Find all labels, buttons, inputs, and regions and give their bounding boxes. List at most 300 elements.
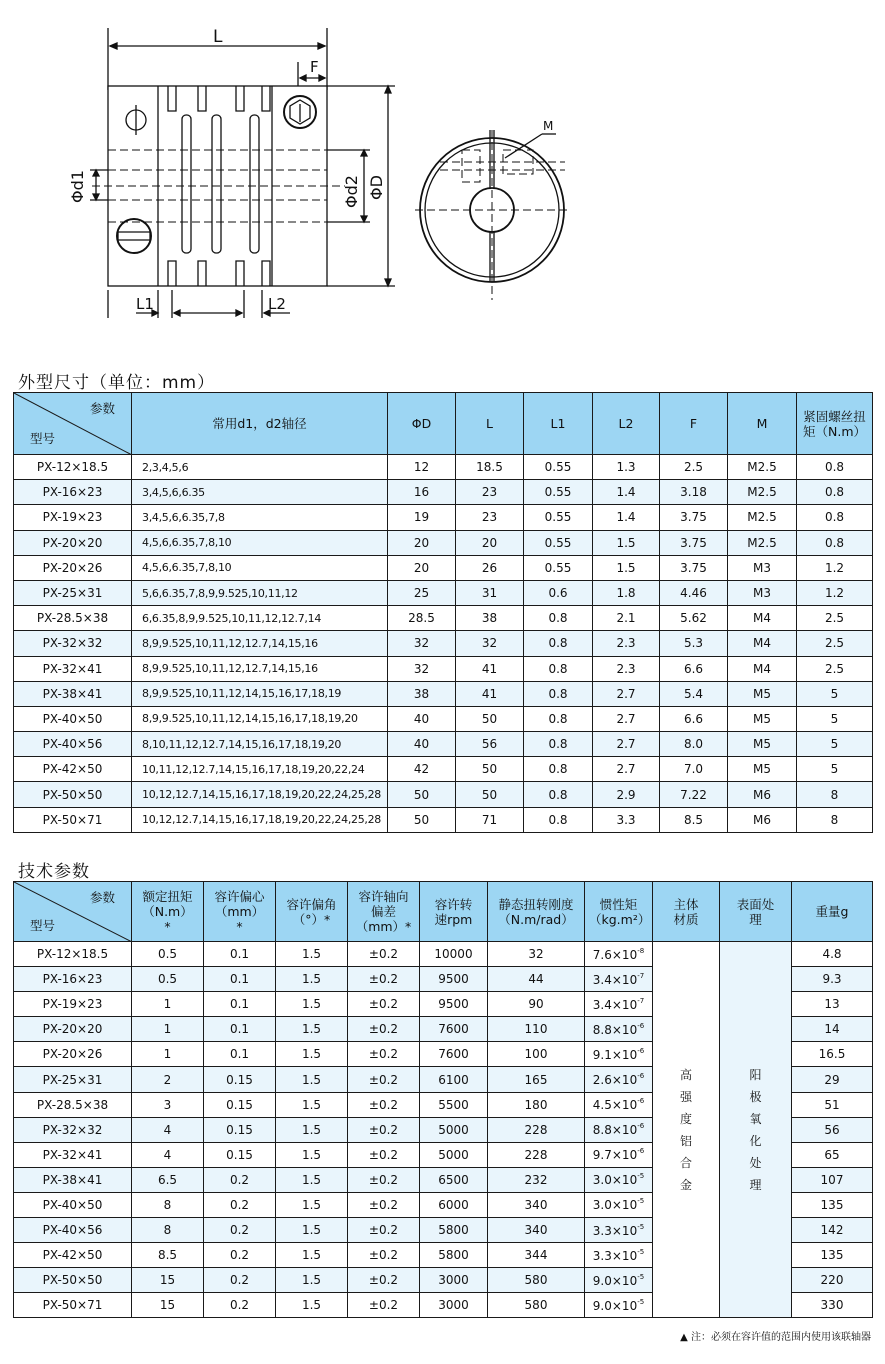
tech-cell: 32 bbox=[488, 942, 585, 967]
dims-cell: 2,3,4,5,6 bbox=[132, 455, 388, 480]
tech-cell: ±0.2 bbox=[348, 942, 420, 967]
tech-cell: 0.1 bbox=[204, 942, 276, 967]
dims-cell: 3.75 bbox=[660, 505, 728, 530]
inertia-exponent: -6 bbox=[637, 1147, 645, 1156]
tech-corner-model: 型号 bbox=[30, 918, 56, 933]
tech-cell-inertia bbox=[585, 1293, 653, 1318]
material-char: 合 bbox=[679, 1155, 692, 1170]
dims-cell: 40 bbox=[388, 706, 456, 731]
tech-cell-inertia bbox=[585, 1067, 653, 1092]
dims-cell: 1.5 bbox=[593, 555, 660, 580]
dims-cell: 20 bbox=[456, 530, 524, 555]
dims-cell: 6,6.35,8,9,9.525,10,11,12,12.7,14 bbox=[132, 606, 388, 631]
tech-cell: 228 bbox=[488, 1117, 585, 1142]
dims-cell: 2.3 bbox=[593, 656, 660, 681]
dims-cell: 20 bbox=[388, 530, 456, 555]
dims-cell: 7.0 bbox=[660, 757, 728, 782]
surface-char: 阳 bbox=[749, 1067, 762, 1082]
tech-cell: 90 bbox=[488, 992, 585, 1017]
dims-cell: 12 bbox=[388, 455, 456, 480]
inertia-exponent: -7 bbox=[637, 996, 645, 1005]
tech-cell-weight: 29 bbox=[792, 1067, 873, 1092]
tech-cell: ±0.2 bbox=[348, 1268, 420, 1293]
tech-cell: 44 bbox=[488, 967, 585, 992]
tech-cell-inertia bbox=[585, 1142, 653, 1167]
dims-row bbox=[14, 782, 873, 807]
dims-header-torque: 紧固螺丝扭矩（N.m） bbox=[797, 393, 873, 455]
dims-cell: 0.8 bbox=[524, 732, 593, 757]
tech-cell-model: PX-50×71 bbox=[14, 1293, 132, 1318]
dims-cell-model: PX-20×26 bbox=[14, 555, 132, 580]
tech-cell: 340 bbox=[488, 1218, 585, 1243]
dims-cell: 56 bbox=[456, 732, 524, 757]
dims-cell: 0.8 bbox=[524, 807, 593, 832]
dims-cell: 8.5 bbox=[660, 807, 728, 832]
label-M: M bbox=[543, 119, 554, 133]
tech-cell: 5800 bbox=[420, 1243, 488, 1268]
dims-cell: 5.4 bbox=[660, 681, 728, 706]
tech-header-inertia: 惯性矩（kg.m²） bbox=[585, 882, 653, 942]
dims-row bbox=[14, 480, 873, 505]
tech-cell-inertia bbox=[585, 1243, 653, 1268]
surface-char: 极 bbox=[749, 1089, 762, 1104]
dims-cell: M2.5 bbox=[728, 480, 797, 505]
dims-cell: 3,4,5,6,6.35,7,8 bbox=[132, 505, 388, 530]
dims-cell: 32 bbox=[388, 631, 456, 656]
tech-cell: 0.2 bbox=[204, 1293, 276, 1318]
dims-cell-model: PX-40×56 bbox=[14, 732, 132, 757]
inertia-exponent: -5 bbox=[637, 1197, 645, 1206]
tech-cell-model: PX-42×50 bbox=[14, 1243, 132, 1268]
tech-cell: 580 bbox=[488, 1293, 585, 1318]
tech-cell-weight: 330 bbox=[792, 1293, 873, 1318]
tech-cell: 1.5 bbox=[276, 1293, 348, 1318]
tech-cell: 1 bbox=[132, 992, 204, 1017]
tech-corner-param: 参数 bbox=[89, 890, 115, 905]
inertia-exponent: -6 bbox=[637, 1072, 645, 1081]
tech-cell-inertia bbox=[585, 967, 653, 992]
tech-cell: 0.15 bbox=[204, 1142, 276, 1167]
tech-cell-model: PX-38×41 bbox=[14, 1167, 132, 1192]
dims-cell: 0.8 bbox=[797, 480, 873, 505]
tech-cell: ±0.2 bbox=[348, 1142, 420, 1167]
inertia-exponent: -6 bbox=[637, 1046, 645, 1055]
tech-cell: 0.1 bbox=[204, 1017, 276, 1042]
label-L: L bbox=[213, 27, 223, 47]
material-char: 度 bbox=[679, 1111, 692, 1126]
dims-cell: 0.6 bbox=[524, 580, 593, 605]
inertia-base: 4.5×10 bbox=[592, 1098, 638, 1113]
tech-cell-model: PX-50×50 bbox=[14, 1268, 132, 1293]
surface-char: 理 bbox=[749, 1177, 762, 1192]
dims-header-L1: L1 bbox=[524, 393, 593, 455]
dims-cell: M5 bbox=[728, 706, 797, 731]
dims-cell: 3.75 bbox=[660, 555, 728, 580]
dims-row bbox=[14, 807, 873, 832]
tech-cell: ±0.2 bbox=[348, 992, 420, 1017]
dims-cell-model: PX-25×31 bbox=[14, 580, 132, 605]
tech-header-stiffness: 静态扭转刚度（N.m/rad） bbox=[488, 882, 585, 942]
tech-cell-model: PX-32×32 bbox=[14, 1117, 132, 1142]
tech-header-material: 主体材质 bbox=[653, 882, 720, 942]
label-d2: Φd2 bbox=[342, 175, 361, 208]
tech-cell: 1 bbox=[132, 1042, 204, 1067]
inertia-base: 8.8×10 bbox=[592, 1022, 638, 1037]
tech-cell: 1 bbox=[132, 1017, 204, 1042]
tech-cell: 9500 bbox=[420, 992, 488, 1017]
tech-cell-weight: 135 bbox=[792, 1243, 873, 1268]
dims-cell: 31 bbox=[456, 580, 524, 605]
dims-header-shaft: 常用d1，d2轴径 bbox=[132, 393, 388, 455]
dims-cell: 28.5 bbox=[388, 606, 456, 631]
tech-cell: 10000 bbox=[420, 942, 488, 967]
dims-cell: 50 bbox=[456, 757, 524, 782]
dims-row bbox=[14, 706, 873, 731]
tech-cell: 1.5 bbox=[276, 992, 348, 1017]
tech-cell: ±0.2 bbox=[348, 967, 420, 992]
inertia-exponent: -5 bbox=[637, 1297, 645, 1306]
tech-cell: ±0.2 bbox=[348, 1192, 420, 1217]
tech-cell-weight: 9.3 bbox=[792, 967, 873, 992]
dims-cell: 6.6 bbox=[660, 706, 728, 731]
dims-cell: 23 bbox=[456, 480, 524, 505]
tech-cell: 6.5 bbox=[132, 1167, 204, 1192]
tech-cell: ±0.2 bbox=[348, 1167, 420, 1192]
dims-row bbox=[14, 757, 873, 782]
label-d1: Φd1 bbox=[68, 170, 87, 203]
tech-header-angle: 容许偏角（°）* bbox=[276, 882, 348, 942]
tech-cell: 4 bbox=[132, 1142, 204, 1167]
dims-cell: 38 bbox=[456, 606, 524, 631]
dims-cell: 41 bbox=[456, 656, 524, 681]
dims-cell: 2.7 bbox=[593, 706, 660, 731]
tech-cell: 0.2 bbox=[204, 1268, 276, 1293]
dims-cell: 4,5,6,6.35,7,8,10 bbox=[132, 555, 388, 580]
tech-cell: 1.5 bbox=[276, 1092, 348, 1117]
dims-cell: 2.3 bbox=[593, 631, 660, 656]
dims-cell: 3.75 bbox=[660, 530, 728, 555]
dims-cell: M4 bbox=[728, 631, 797, 656]
tech-cell-model: PX-28.5×38 bbox=[14, 1092, 132, 1117]
tech-cell: 1.5 bbox=[276, 1218, 348, 1243]
dims-corner-model: 型号 bbox=[30, 431, 56, 446]
inertia-base: 9.0×10 bbox=[592, 1298, 638, 1313]
tech-cell: 0.2 bbox=[204, 1192, 276, 1217]
tech-cell: 2 bbox=[132, 1067, 204, 1092]
tech-cell-weight: 65 bbox=[792, 1142, 873, 1167]
dims-cell: M6 bbox=[728, 807, 797, 832]
tech-cell: 1.5 bbox=[276, 1243, 348, 1268]
tech-cell: ±0.2 bbox=[348, 1042, 420, 1067]
tech-cell: 6000 bbox=[420, 1192, 488, 1217]
tech-cell: 15 bbox=[132, 1268, 204, 1293]
dims-row bbox=[14, 656, 873, 681]
tech-cell: 5000 bbox=[420, 1117, 488, 1142]
inertia-exponent: -6 bbox=[637, 1097, 645, 1106]
dims-cell: M5 bbox=[728, 732, 797, 757]
dims-cell: 2.5 bbox=[660, 455, 728, 480]
dims-cell: 6.6 bbox=[660, 656, 728, 681]
tech-cell-material bbox=[653, 942, 720, 1318]
tech-cell-weight: 220 bbox=[792, 1268, 873, 1293]
surface-char: 化 bbox=[749, 1133, 762, 1148]
label-F: F bbox=[310, 58, 319, 76]
tech-cell-inertia bbox=[585, 1192, 653, 1217]
tech-cell: 340 bbox=[488, 1192, 585, 1217]
tech-corner-header bbox=[14, 882, 132, 942]
inertia-base: 7.6×10 bbox=[592, 947, 638, 962]
tech-cell: 0.15 bbox=[204, 1092, 276, 1117]
dims-cell: 2.7 bbox=[593, 681, 660, 706]
dims-cell: 4.46 bbox=[660, 580, 728, 605]
dims-cell: 50 bbox=[456, 782, 524, 807]
dims-cell: 10,12,12.7,14,15,16,17,18,19,20,22,24,25,28 bbox=[132, 807, 388, 832]
dims-cell: 0.55 bbox=[524, 555, 593, 580]
dims-cell: 8,9,9.525,10,11,12,12.7,14,15,16 bbox=[132, 656, 388, 681]
tech-cell: 1.5 bbox=[276, 967, 348, 992]
dims-cell: 25 bbox=[388, 580, 456, 605]
inertia-base: 8.8×10 bbox=[592, 1123, 638, 1138]
dims-cell: 19 bbox=[388, 505, 456, 530]
label-L2: L2 bbox=[268, 295, 286, 313]
dims-row bbox=[14, 580, 873, 605]
inertia-base: 2.6×10 bbox=[592, 1073, 638, 1088]
dims-row bbox=[14, 606, 873, 631]
tech-cell: 1.5 bbox=[276, 1017, 348, 1042]
dims-cell: M2.5 bbox=[728, 455, 797, 480]
dims-cell: 8,10,11,12,12.7,14,15,16,17,18,19,20 bbox=[132, 732, 388, 757]
tech-cell-weight: 56 bbox=[792, 1117, 873, 1142]
dims-cell: M6 bbox=[728, 782, 797, 807]
tech-cell: 4 bbox=[132, 1117, 204, 1142]
dims-cell: 5 bbox=[797, 732, 873, 757]
dims-cell: M5 bbox=[728, 681, 797, 706]
tech-header-weight: 重量g bbox=[792, 882, 873, 942]
dims-cell: 1.5 bbox=[593, 530, 660, 555]
dims-cell: M2.5 bbox=[728, 505, 797, 530]
tech-cell-weight: 51 bbox=[792, 1092, 873, 1117]
tech-cell-weight: 16.5 bbox=[792, 1042, 873, 1067]
tech-cell: 6500 bbox=[420, 1167, 488, 1192]
dims-cell: 1.2 bbox=[797, 555, 873, 580]
dims-cell: 50 bbox=[456, 706, 524, 731]
dims-row bbox=[14, 555, 873, 580]
dims-cell: 16 bbox=[388, 480, 456, 505]
dims-header-F: F bbox=[660, 393, 728, 455]
dims-cell-model: PX-38×41 bbox=[14, 681, 132, 706]
dims-cell: 0.8 bbox=[797, 455, 873, 480]
tech-cell-weight: 13 bbox=[792, 992, 873, 1017]
tech-cell-inertia bbox=[585, 1092, 653, 1117]
tech-cell-model: PX-20×20 bbox=[14, 1017, 132, 1042]
tech-cell: 3 bbox=[132, 1092, 204, 1117]
tech-cell: ±0.2 bbox=[348, 1017, 420, 1042]
tech-cell: 6100 bbox=[420, 1067, 488, 1092]
dims-cell: 0.55 bbox=[524, 505, 593, 530]
tech-cell: 0.2 bbox=[204, 1243, 276, 1268]
dims-cell: 10,12,12.7,14,15,16,17,18,19,20,22,24,25,28 bbox=[132, 782, 388, 807]
dims-cell: 32 bbox=[456, 631, 524, 656]
tech-cell: 7600 bbox=[420, 1042, 488, 1067]
tech-cell: 3000 bbox=[420, 1268, 488, 1293]
dims-header-D: ΦD bbox=[388, 393, 456, 455]
material-char: 金 bbox=[679, 1177, 692, 1192]
dims-cell-model: PX-12×18.5 bbox=[14, 455, 132, 480]
inertia-exponent: -8 bbox=[637, 946, 645, 955]
tech-cell-weight: 107 bbox=[792, 1167, 873, 1192]
dims-cell-model: PX-16×23 bbox=[14, 480, 132, 505]
tech-cell: 110 bbox=[488, 1017, 585, 1042]
tech-cell-weight: 14 bbox=[792, 1017, 873, 1042]
dims-cell: M3 bbox=[728, 580, 797, 605]
label-D: ΦD bbox=[367, 175, 386, 200]
dims-row bbox=[14, 681, 873, 706]
dims-cell: 0.8 bbox=[524, 606, 593, 631]
dims-cell: 0.8 bbox=[524, 782, 593, 807]
dims-cell: M3 bbox=[728, 555, 797, 580]
dims-cell: 1.8 bbox=[593, 580, 660, 605]
tech-cell: 3000 bbox=[420, 1293, 488, 1318]
dims-cell: 0.55 bbox=[524, 530, 593, 555]
dims-cell: 2.7 bbox=[593, 757, 660, 782]
tech-cell: 1.5 bbox=[276, 942, 348, 967]
dims-cell: 38 bbox=[388, 681, 456, 706]
inertia-exponent: -5 bbox=[637, 1172, 645, 1181]
dims-cell: 20 bbox=[388, 555, 456, 580]
coupling-technical-drawing bbox=[0, 0, 885, 360]
inertia-exponent: -7 bbox=[637, 971, 645, 980]
dims-cell-model: PX-42×50 bbox=[14, 757, 132, 782]
dims-cell: 5 bbox=[797, 706, 873, 731]
dims-cell-model: PX-32×41 bbox=[14, 656, 132, 681]
tech-cell-model: PX-40×50 bbox=[14, 1192, 132, 1217]
dimensions-table bbox=[13, 392, 873, 833]
dims-cell: 5 bbox=[797, 681, 873, 706]
tech-title: 技术参数 bbox=[18, 862, 90, 882]
dims-cell: 1.3 bbox=[593, 455, 660, 480]
tech-cell-inertia bbox=[585, 1042, 653, 1067]
dims-cell: 1.4 bbox=[593, 505, 660, 530]
technical-table bbox=[13, 881, 873, 1318]
tech-cell-weight: 135 bbox=[792, 1192, 873, 1217]
tech-row bbox=[14, 942, 873, 967]
surface-char: 处 bbox=[749, 1155, 762, 1170]
tech-cell: 100 bbox=[488, 1042, 585, 1067]
tech-cell-model: PX-19×23 bbox=[14, 992, 132, 1017]
tech-header-eccentric: 容许偏心（mm）* bbox=[204, 882, 276, 942]
dims-cell-model: PX-28.5×38 bbox=[14, 606, 132, 631]
tech-cell: 9500 bbox=[420, 967, 488, 992]
tech-cell: ±0.2 bbox=[348, 1067, 420, 1092]
dims-cell: 8.0 bbox=[660, 732, 728, 757]
dims-cell: 3.3 bbox=[593, 807, 660, 832]
dims-cell-model: PX-50×71 bbox=[14, 807, 132, 832]
label-L1: L1 bbox=[136, 295, 154, 313]
dims-cell: 0.8 bbox=[524, 706, 593, 731]
dims-cell: 8 bbox=[797, 782, 873, 807]
tech-cell: ±0.2 bbox=[348, 1092, 420, 1117]
dims-cell: 2.5 bbox=[797, 631, 873, 656]
dimensions-title: 外型尺寸（单位：mm） bbox=[18, 373, 216, 393]
tech-cell: 228 bbox=[488, 1142, 585, 1167]
dims-cell: 2.9 bbox=[593, 782, 660, 807]
tech-cell: 165 bbox=[488, 1067, 585, 1092]
tech-cell: 5800 bbox=[420, 1218, 488, 1243]
inertia-base: 3.0×10 bbox=[592, 1198, 638, 1213]
dims-cell: 0.8 bbox=[524, 631, 593, 656]
tech-cell: 8 bbox=[132, 1192, 204, 1217]
tech-cell-model: PX-20×26 bbox=[14, 1042, 132, 1067]
tech-cell: 344 bbox=[488, 1243, 585, 1268]
dims-cell: 0.8 bbox=[797, 530, 873, 555]
tech-cell: 0.5 bbox=[132, 942, 204, 967]
dims-cell: 1.2 bbox=[797, 580, 873, 605]
dims-corner-header bbox=[14, 393, 132, 455]
material-char: 强 bbox=[679, 1089, 692, 1104]
tech-cell-inertia bbox=[585, 942, 653, 967]
tech-cell: ±0.2 bbox=[348, 1293, 420, 1318]
dims-corner-param: 参数 bbox=[89, 401, 115, 416]
tech-cell: 232 bbox=[488, 1167, 585, 1192]
tech-header-surface: 表面处理 bbox=[720, 882, 792, 942]
dims-cell: M5 bbox=[728, 757, 797, 782]
inertia-exponent: -6 bbox=[637, 1021, 645, 1030]
dims-cell: 50 bbox=[388, 807, 456, 832]
dims-cell: M2.5 bbox=[728, 530, 797, 555]
inertia-base: 3.4×10 bbox=[592, 997, 638, 1012]
dims-cell: 10,11,12,12.7,14,15,16,17,18,19,20,22,24 bbox=[132, 757, 388, 782]
dims-cell-model: PX-19×23 bbox=[14, 505, 132, 530]
tech-cell: 8.5 bbox=[132, 1243, 204, 1268]
tech-cell-model: PX-32×41 bbox=[14, 1142, 132, 1167]
tech-cell: 0.2 bbox=[204, 1167, 276, 1192]
inertia-base: 3.0×10 bbox=[592, 1173, 638, 1188]
tech-cell-surface bbox=[720, 942, 792, 1318]
dims-cell: 0.8 bbox=[524, 681, 593, 706]
tech-cell: 1.5 bbox=[276, 1067, 348, 1092]
tech-cell: 1.5 bbox=[276, 1042, 348, 1067]
dims-cell: 0.8 bbox=[524, 656, 593, 681]
dims-cell: 0.8 bbox=[797, 505, 873, 530]
tech-cell: 5500 bbox=[420, 1092, 488, 1117]
tech-cell-inertia bbox=[585, 1218, 653, 1243]
dims-cell: 7.22 bbox=[660, 782, 728, 807]
dims-cell-model: PX-40×50 bbox=[14, 706, 132, 731]
dims-cell: 3,4,5,6,6.35 bbox=[132, 480, 388, 505]
inertia-exponent: -5 bbox=[637, 1247, 645, 1256]
inertia-exponent: -6 bbox=[637, 1122, 645, 1131]
dims-cell: 2.7 bbox=[593, 732, 660, 757]
dims-cell: 5.62 bbox=[660, 606, 728, 631]
tech-cell: 1.5 bbox=[276, 1268, 348, 1293]
dims-cell: 50 bbox=[388, 782, 456, 807]
usage-note: ▲ 注：必须在容许值的范围内使用该联轴器 bbox=[680, 1332, 871, 1343]
dims-cell: M4 bbox=[728, 656, 797, 681]
dims-cell: 0.8 bbox=[524, 757, 593, 782]
inertia-base: 9.1×10 bbox=[592, 1047, 638, 1062]
dims-cell-model: PX-20×20 bbox=[14, 530, 132, 555]
tech-cell-inertia bbox=[585, 1268, 653, 1293]
dims-header-M: M bbox=[728, 393, 797, 455]
dims-cell-model: PX-50×50 bbox=[14, 782, 132, 807]
dims-cell: 8 bbox=[797, 807, 873, 832]
inertia-base: 3.4×10 bbox=[592, 972, 638, 987]
dims-cell: 1.4 bbox=[593, 480, 660, 505]
inertia-base: 9.7×10 bbox=[592, 1148, 638, 1163]
dims-row bbox=[14, 530, 873, 555]
tech-cell: 0.5 bbox=[132, 967, 204, 992]
tech-cell: 1.5 bbox=[276, 1167, 348, 1192]
